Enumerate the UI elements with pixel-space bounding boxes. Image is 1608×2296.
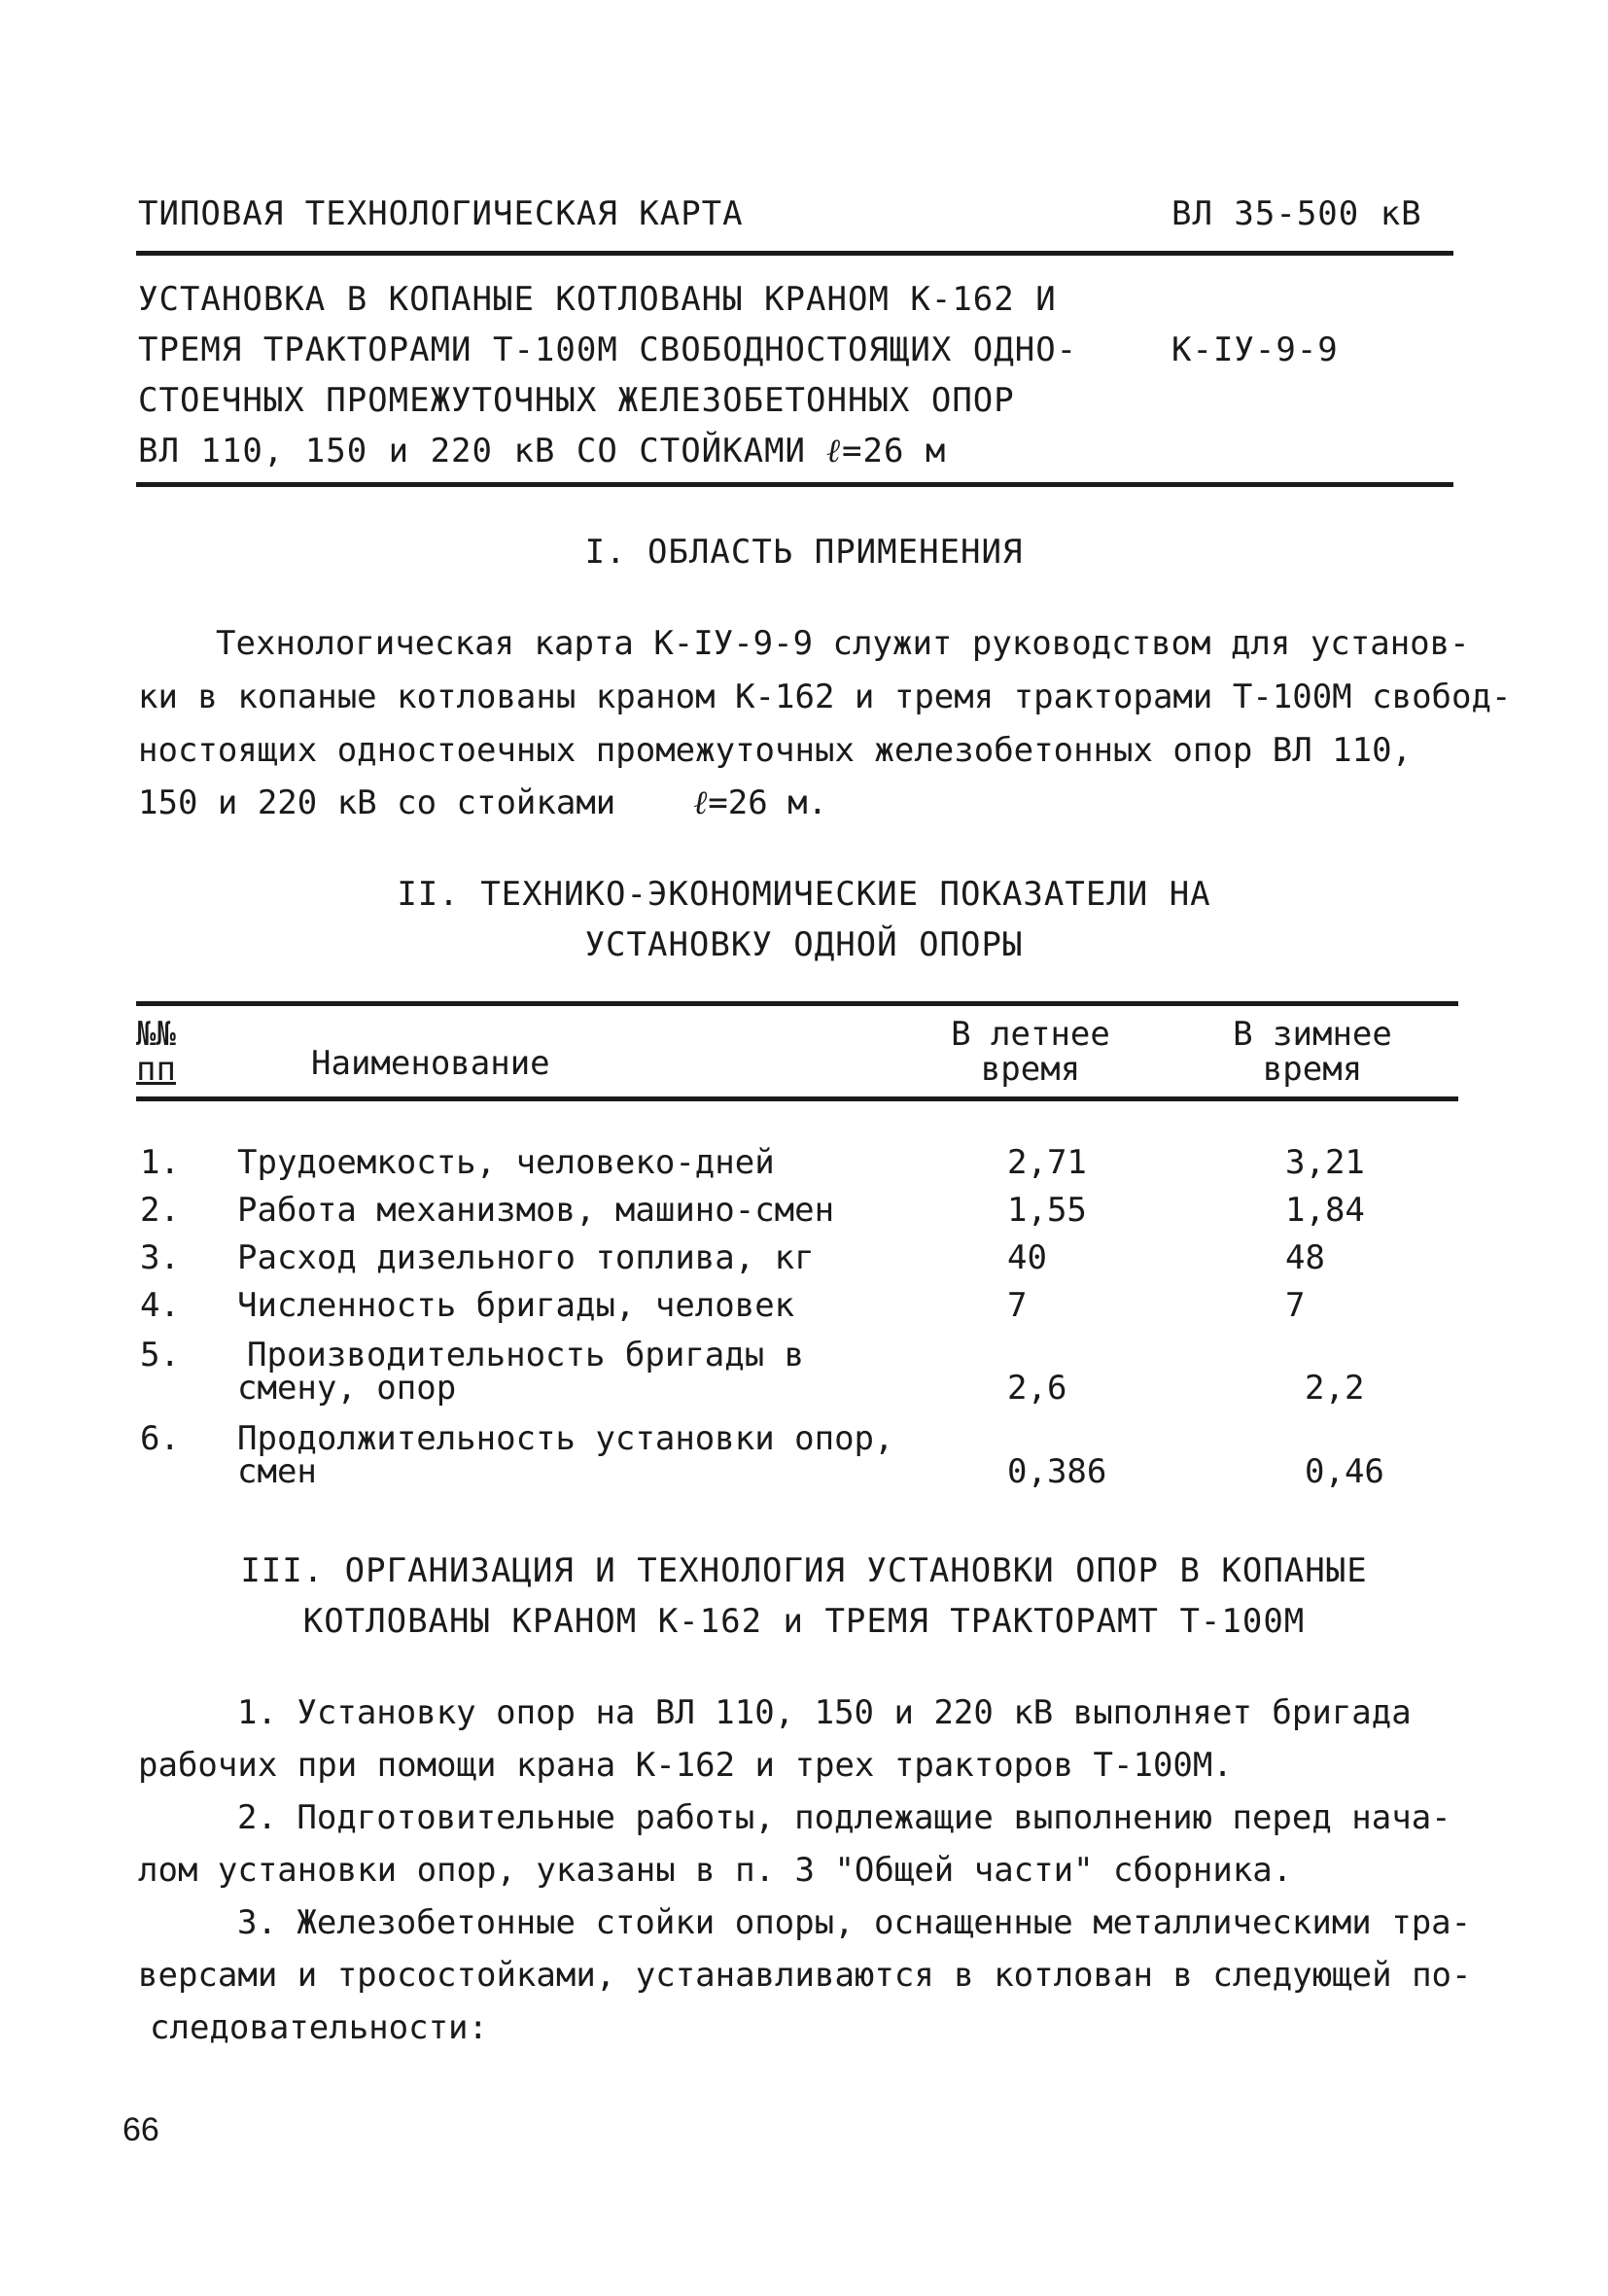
section-3-line-1: 1. Установку опор на ВЛ 110, 150 и 220 кВ выполняет бригада bbox=[237, 1693, 1412, 1732]
row-5-winter: 2,2 bbox=[1305, 1369, 1365, 1408]
title-line-1: УСТАНОВКА В КОПАНЫЕ КОТЛОВАНЫ КРАНОМ К-162 И bbox=[138, 280, 1057, 319]
row-6-name-line-1: Продолжительность установки опор, bbox=[237, 1419, 894, 1458]
section-2-heading-line-2: УСТАНОВКУ ОДНОЙ ОПОРЫ bbox=[584, 925, 1024, 964]
doc-type-title: ТИПОВАЯ ТЕХНОЛОГИЧЕСКАЯ КАРТА bbox=[138, 194, 744, 233]
section-3-line-6: версами и тросостойками, устанавливаются в котлован в следующей по- bbox=[138, 1956, 1472, 1995]
section-1-line-4-suffix: =26 м. bbox=[708, 783, 828, 822]
section-1-line-4 bbox=[138, 783, 827, 822]
title-line-4 bbox=[138, 432, 946, 470]
row-1-num: 1. bbox=[140, 1143, 180, 1182]
row-2-num: 2. bbox=[140, 1191, 180, 1230]
section-3-line-5: 3. Железобетонные стойки опоры, оснащенные металлическими тра- bbox=[237, 1903, 1472, 1942]
page-number: 66 bbox=[122, 2111, 159, 2148]
title-line-4-prefix: ВЛ 110, 150 и 220 кВ СО СТОЙКАМИ bbox=[138, 432, 807, 470]
row-5-num: 5. bbox=[140, 1336, 180, 1374]
section-2-heading-line-1: II. ТЕХНИКО-ЭКОНОМИЧЕСКИЕ ПОКАЗАТЕЛИ НА bbox=[397, 875, 1211, 914]
section-1-line-3: ностоящих одностоечных промежуточных железобетонных опор ВЛ 110, bbox=[138, 731, 1413, 770]
section-1-line-1: Технологическая карта К-ІУ-9-9 служит руководством для установ- bbox=[216, 624, 1470, 663]
table-rule-top bbox=[136, 1001, 1458, 1006]
table-header-num-line-1: №№ bbox=[136, 1015, 176, 1054]
section-3-heading-line-1: III. ОРГАНИЗАЦИЯ И ТЕХНОЛОГИЯ УСТАНОВКИ ОПОР В КОПАНЫЕ bbox=[240, 1551, 1368, 1590]
row-6-winter: 0,46 bbox=[1305, 1452, 1384, 1491]
row-2-winter: 1,84 bbox=[1285, 1191, 1365, 1230]
voltage-range: ВЛ 35-500 кВ bbox=[1171, 194, 1422, 233]
header-rule-top bbox=[136, 251, 1453, 256]
title-line-2: ТРЕМЯ ТРАКТОРАМИ Т-100М СВОБОДНОСТОЯЩИХ ОДНО- bbox=[138, 330, 1078, 369]
ell-symbol: ℓ bbox=[826, 432, 843, 470]
row-5-summer: 2,6 bbox=[1007, 1369, 1067, 1408]
row-6-summer: 0,386 bbox=[1007, 1452, 1107, 1491]
row-4-num: 4. bbox=[140, 1286, 180, 1325]
row-3-winter: 48 bbox=[1285, 1238, 1325, 1277]
section-3-line-4: лом установки опор, указаны в п. 3 "Общей части" сборника. bbox=[138, 1851, 1293, 1890]
table-header-num bbox=[136, 1017, 194, 1087]
table-header-summer-line-2: время bbox=[980, 1050, 1081, 1089]
row-3-summer: 40 bbox=[1007, 1238, 1047, 1277]
card-code: К-ІУ-9-9 bbox=[1171, 330, 1339, 369]
table-header-winter-line-1: В зимнее bbox=[1233, 1015, 1392, 1054]
row-6-num: 6. bbox=[140, 1419, 180, 1458]
header-rule-bottom bbox=[136, 482, 1453, 487]
title-line-4-suffix: =26 м bbox=[842, 432, 947, 470]
row-1-name: Трудоемкость, человеко-дней bbox=[237, 1143, 775, 1182]
row-4-winter: 7 bbox=[1285, 1286, 1306, 1325]
table-header-winter-line-2: время bbox=[1262, 1050, 1363, 1089]
section-3-line-7: следовательности: bbox=[150, 2008, 488, 2047]
row-2-summer: 1,55 bbox=[1007, 1191, 1087, 1230]
row-4-name: Численность бригады, человек bbox=[237, 1286, 795, 1325]
row-1-winter: 3,21 bbox=[1285, 1143, 1365, 1182]
section-3-line-3: 2. Подготовительные работы, подлежащие выполнению перед нача- bbox=[237, 1798, 1451, 1837]
row-5-name-line-2: смену, опор bbox=[237, 1369, 457, 1408]
table-header-summer-line-1: В летнее bbox=[951, 1015, 1110, 1054]
row-2-name: Работа механизмов, машино-смен bbox=[237, 1191, 835, 1230]
row-3-name: Расход дизельного топлива, кг bbox=[237, 1238, 815, 1277]
title-line-3: СТОЕЧНЫХ ПРОМЕЖУТОЧНЫХ ЖЕЛЕЗОБЕТОННЫХ ОПОР bbox=[138, 381, 1015, 420]
section-1-line-2: ки в копаные котлованы краном К-162 и тремя тракторами Т-100М свобод- bbox=[138, 678, 1512, 716]
table-header-winter bbox=[1215, 1017, 1410, 1087]
section-3-heading-line-2: КОТЛОВАНЫ КРАНОМ К-162 и ТРЕМЯ ТРАКТОРАМТ Т-100М bbox=[302, 1602, 1306, 1641]
row-4-summer: 7 bbox=[1007, 1286, 1028, 1325]
section-3-line-2: рабочих при помощи крана К-162 и трех тракторов Т-100М. bbox=[138, 1746, 1233, 1785]
row-5-name-line-1: Производительность бригады в bbox=[247, 1336, 805, 1374]
table-header-name: Наименование bbox=[311, 1044, 550, 1083]
row-1-summer: 2,71 bbox=[1007, 1143, 1087, 1182]
section-1-line-4-prefix: 150 и 220 кВ со стойками bbox=[138, 783, 616, 822]
table-header-num-line-2: пп bbox=[136, 1050, 176, 1089]
table-rule-header bbox=[136, 1096, 1458, 1101]
row-3-num: 3. bbox=[140, 1238, 180, 1277]
section-1-heading: I. ОБЛАСТЬ ПРИМЕНЕНИЯ bbox=[584, 533, 1024, 572]
table-header-summer bbox=[933, 1017, 1128, 1087]
ell-symbol: ℓ bbox=[693, 783, 709, 822]
row-6-name-line-2: смен bbox=[237, 1452, 317, 1491]
